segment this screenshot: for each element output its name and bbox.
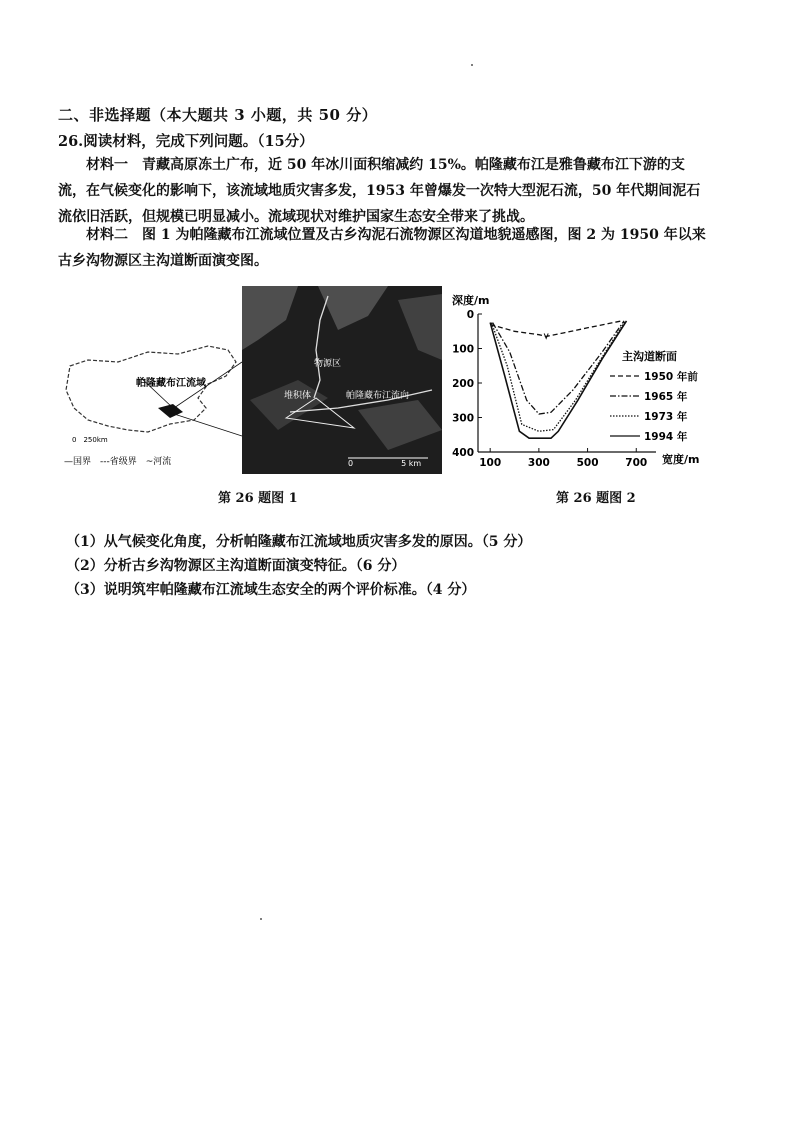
x-axis-label: 宽度/m (662, 453, 700, 466)
cross-section-chart (450, 288, 720, 478)
map-legend: —国界 ---省级界 ~河流 (64, 457, 172, 467)
y-tick-label: 300 (452, 412, 474, 425)
series-line-2 (493, 321, 624, 414)
leader-line-bottom (168, 412, 242, 436)
series-line-3 (491, 321, 625, 431)
y-tick-label: 0 (466, 309, 474, 321)
material-2 (58, 222, 708, 274)
chart-legend (610, 349, 698, 443)
legend-entry-2: 1965 年 (644, 391, 688, 403)
river-flow-label: 帕隆藏布江流向 (346, 391, 410, 401)
material-1 (58, 152, 708, 230)
basin-label: 帕隆藏布江流域 (136, 378, 206, 389)
legend-entry-4: 1994 年 (644, 431, 688, 443)
material-1-text: 材料一 青藏高原冻土广布，近 50 年冰川面积缩减约 15%。帕隆藏布江是雅鲁藏布江下游的支流，在气候变化的影响下，该流域地质灾害多发，1953 年曾爆发一次特大型泥石流，50 年代期间泥石流依旧活跃，但规模已明显减小。流域现状对维护国家生态安全带来了挑战。 (58, 157, 701, 225)
figure-1 (58, 280, 450, 480)
y-tick-label: 200 (452, 378, 474, 390)
sub-question-1: （1）从气候变化角度，分析帕隆藏布江流域地质灾害多发的原因。（5 分） (66, 534, 532, 550)
figure-2-caption: 第 26 题图 2 (556, 491, 636, 506)
y-axis-label: 深度/m (452, 294, 490, 307)
figure-1-caption: 第 26 题图 1 (218, 491, 298, 506)
x-tick-label: 100 (479, 457, 502, 469)
scan-speck-2 (260, 918, 262, 920)
deposit-label: 堆积体 (284, 391, 312, 401)
section-title: 二、非选择题（本大题共 3 小题，共 50 分） (58, 106, 378, 124)
question-heading: 26.阅读材料，完成下列问题。（15分） (58, 133, 314, 150)
scan-speck (471, 64, 473, 66)
x-tick-label: 500 (576, 457, 599, 469)
legend-entry-1: 1950 年前 (644, 371, 698, 383)
photo-scale: 0 5 km (348, 459, 422, 468)
material-2-text: 材料二 图 1 为帕隆藏布江流域位置及古乡沟泥石流物源区沟道地貌遥感图，图 2 为 1950 年以来古乡沟物源区主沟道断面演变图。 (58, 227, 706, 269)
series-line-1 (490, 321, 622, 337)
sub-question-2: （2）分析古乡沟物源区主沟道断面演变特征。（6 分） (66, 558, 406, 574)
region-outline (66, 346, 236, 432)
y-tick-label: 400 (452, 447, 474, 459)
x-tick-label: 700 (625, 457, 648, 469)
x-tick-label: 300 (527, 457, 550, 469)
legend-entry-3: 1973 年 (644, 411, 688, 423)
figure-2 (450, 288, 720, 478)
legend-title: 主沟道断面 (622, 350, 677, 363)
chart-series (490, 321, 626, 438)
source-area-label: 物源区 (314, 359, 342, 369)
map-scale: 0 250km (72, 436, 108, 444)
figure-1-graphic (58, 280, 450, 480)
sub-question-3: （3）说明筑牢帕隆藏布江流域生态安全的两个评价标准。（4 分） (66, 582, 476, 598)
y-tick-label: 100 (452, 343, 474, 356)
